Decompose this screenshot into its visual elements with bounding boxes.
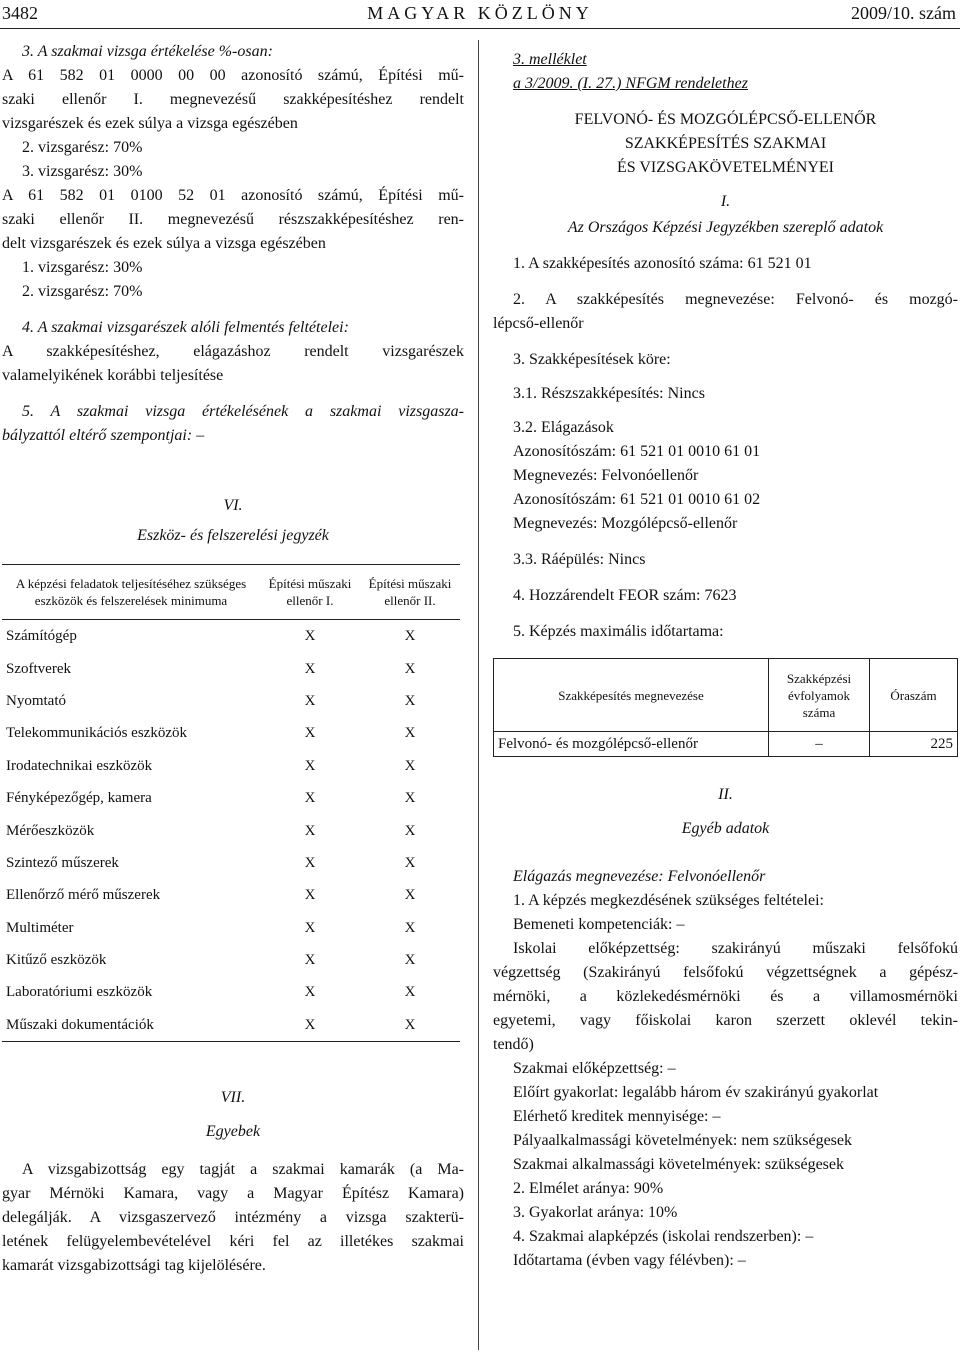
equipment-mark: X	[304, 887, 316, 904]
left-column	[2, 40, 464, 1278]
school-line: végzettség (Szakirányú felsőfokú végzettségnek a gépész-	[493, 964, 958, 981]
s3-item: 2. vizsgarész: 70%	[22, 283, 143, 300]
vii-line: kamarát vizsgabizottsági tag kijelölésére.	[2, 1257, 266, 1275]
item-3: 3. Szakképesítések köre:	[513, 351, 671, 368]
equipment-name: Nyomtató	[6, 692, 66, 709]
equipment-name: Mérőeszközök	[6, 822, 95, 839]
equipment-mark: X	[304, 984, 316, 1001]
item-1: 1. A szakképesítés azonosító száma: 61 521 01	[513, 255, 812, 272]
equipment-mark: X	[304, 757, 316, 774]
requirement-line: Előírt gyakorlat: legalább három év szakirányú gyakorlat	[513, 1084, 879, 1101]
table-row	[2, 1009, 460, 1042]
training-hours: 225	[870, 732, 958, 757]
table-row	[2, 685, 460, 717]
item-2-line: lépcső-ellenőr	[493, 315, 584, 332]
training-table-header	[494, 659, 958, 732]
vi-title: Eszköz- és felszerelési jegyzék	[137, 527, 329, 544]
equipment-name: Ellenőrző mérő műszerek	[6, 887, 161, 904]
item-5: 5. Képzés maximális időtartama:	[513, 623, 724, 640]
right-column	[493, 40, 958, 1273]
header-rule	[0, 28, 960, 29]
i-numeral: I.	[720, 193, 731, 210]
table-row	[2, 944, 460, 976]
entry-competencies: Bemeneti kompetenciák: –	[513, 916, 685, 933]
table-row	[2, 847, 460, 879]
equipment-mark: X	[304, 854, 316, 871]
equipment-header-main: A képzési feladatok teljesítéséhez szükséges eszközök és felszerelések minimuma	[15, 576, 247, 608]
s3-p1-line: A 61 582 01 0000 00 00 azonosító számú, Építési mű-	[2, 67, 464, 84]
table-row	[2, 976, 460, 1008]
training-name: Felvonó- és mozgólépcső-ellenőr	[494, 732, 769, 757]
item-3-2: 3.2. Elágazások	[513, 419, 614, 436]
equipment-mark: X	[404, 692, 416, 709]
school-line: Iskolai előképzettség: szakirányú műszaki felsőfokú	[513, 940, 958, 957]
equipment-mark: X	[304, 628, 316, 645]
s4-line: A szakképesítéshez, elágazáshoz rendelt vizsgarészek	[2, 343, 464, 360]
school-line: mérnöki, a közlekedésmérnöki és a villamosmérnöki	[493, 988, 958, 1005]
requirement-line: 3. Gyakorlat aránya: 10%	[513, 1204, 678, 1221]
equipment-mark: X	[404, 887, 416, 904]
vii-line: delegálják. A vizsgaszervező intézmény a vizsga szakterü-	[2, 1209, 464, 1227]
equipment-name: Számítógép	[6, 628, 77, 645]
school-line: egyetemi, vagy főiskolai karon szerzett oklevél tekin-	[493, 1012, 958, 1029]
equipment-mark: X	[304, 725, 316, 742]
item-3-2-line: Azonosítószám: 61 521 01 0010 61 01	[513, 443, 761, 460]
equipment-name: Telekommunikációs eszközök	[6, 725, 187, 742]
table-row	[2, 717, 460, 749]
equipment-mark: X	[304, 692, 316, 709]
item-2-line: 2. A szakképesítés megnevezése: Felvonó- és mozgó-	[513, 291, 958, 308]
page-number: 3482	[2, 3, 38, 23]
equipment-mark: X	[304, 822, 316, 839]
section-4-heading: 4. A szakmai vizsgarészek alóli felmentés feltételei:	[22, 319, 349, 336]
annex-title-line: ÉS VIZSGAKÖVETELMÉNYEI	[616, 159, 834, 176]
equipment-mark: X	[304, 790, 316, 807]
item-3-1: 3.1. Részszakképesítés: Nincs	[513, 385, 705, 402]
vii-numeral: VII.	[220, 1089, 246, 1107]
requirement-line: Időtartama (évben vagy félévben): –	[513, 1252, 746, 1269]
page-header	[0, 0, 960, 28]
issue-number: 2009/10. szám	[851, 3, 956, 23]
training-table	[493, 658, 958, 757]
equipment-mark: X	[404, 1016, 416, 1033]
journal-title: MAGYAR KÖZLÖNY	[367, 3, 593, 23]
equipment-header-col2: Építési műszaki ellenőr II.	[368, 576, 452, 608]
equipment-mark: X	[404, 725, 416, 742]
table-row	[2, 652, 460, 684]
item-3-2-line: Megnevezés: Mozgólépcső-ellenőr	[513, 515, 738, 532]
equipment-mark: X	[404, 790, 416, 807]
training-header-hours: Óraszám	[870, 659, 958, 732]
s3-p1-line: szaki ellenőr I. megnevezésű szakképesítéshez rendelt	[2, 91, 464, 108]
equipment-mark: X	[404, 628, 416, 645]
table-row	[494, 732, 958, 757]
training-years: –	[769, 732, 870, 757]
equipment-name: Kitűző eszközök	[6, 952, 107, 969]
equipment-mark: X	[304, 1016, 316, 1033]
requirement-line: Szakmai alkalmassági követelmények: szükségesek	[513, 1156, 845, 1173]
equipment-mark: X	[404, 984, 416, 1001]
ii-title: Egyéb adatok	[681, 820, 770, 837]
annex-title-line: FELVONÓ- ÉS MOZGÓLÉPCSŐ-ELLENŐR	[574, 111, 877, 128]
equipment-name: Szoftverek	[6, 660, 71, 677]
equipment-mark: X	[304, 660, 316, 677]
branch-heading: Elágazás megnevezése: Felvonóellenőr	[513, 868, 766, 885]
vii-line: A vizsgabizottság egy tagját a szakmai kamarák (a Ma-	[22, 1161, 464, 1179]
item-3-2-line: Azonosítószám: 61 521 01 0010 61 02	[513, 491, 761, 508]
equipment-name: Fényképezőgép, kamera	[6, 790, 152, 807]
requirement-line: Szakmai előképzettség: –	[513, 1060, 676, 1077]
equipment-table-header	[2, 565, 460, 620]
s3-p1-line: vizsgarészek és ezek súlya a vizsga egészében	[2, 115, 298, 132]
school-line: tendő)	[493, 1036, 534, 1053]
table-row	[2, 879, 460, 911]
s3-p2-line: szaki ellenőr II. megnevezésű részszakképesítéshez ren-	[2, 211, 464, 228]
annex-number: 3. melléklet	[513, 51, 587, 68]
equipment-name: Multiméter	[6, 919, 74, 936]
requirement-line: Elérhető kreditek mennyisége: –	[513, 1108, 721, 1125]
s3-p2-line: A 61 582 01 0100 52 01 azonosító számú, Építési mű-	[2, 187, 464, 204]
s3-item: 3. vizsgarész: 30%	[22, 163, 143, 180]
item-3-3: 3.3. Ráépülés: Nincs	[513, 551, 646, 568]
section-5-line: bályzattól eltérő szempontjai: –	[2, 427, 205, 444]
s3-item: 2. vizsgarész: 70%	[22, 139, 143, 156]
equipment-mark: X	[404, 919, 416, 936]
vii-line: gyar Mérnöki Kamara, vagy a Magyar Építész Kamara)	[2, 1185, 464, 1203]
table-row	[2, 782, 460, 814]
item-4: 4. Hozzárendelt FEOR szám: 7623	[513, 587, 737, 604]
ii-numeral: II.	[718, 786, 733, 803]
equipment-name: Irodatechnikai eszközök	[6, 757, 153, 774]
equipment-mark: X	[404, 952, 416, 969]
s4-line: valamelyikének korábbi teljesítése	[2, 367, 224, 384]
entry-heading: 1. A képzés megkezdésének szükséges feltételei:	[513, 892, 824, 909]
requirement-line: 2. Elmélet aránya: 90%	[513, 1180, 664, 1197]
equipment-mark: X	[404, 854, 416, 871]
equipment-header-col1: Építési műszaki ellenőr I.	[268, 576, 352, 608]
requirement-line: 4. Szakmai alapképzés (iskolai rendszerben): –	[513, 1228, 814, 1245]
equipment-mark: X	[404, 660, 416, 677]
equipment-mark: X	[304, 919, 316, 936]
requirement-line: Pályaalkalmassági követelmények: nem szükségesek	[513, 1132, 853, 1149]
equipment-mark: X	[304, 952, 316, 969]
equipment-mark: X	[404, 822, 416, 839]
equipment-mark: X	[404, 757, 416, 774]
vii-title: Egyebek	[205, 1123, 261, 1141]
vi-numeral: VI.	[223, 497, 243, 514]
equipment-name: Laboratóriumi eszközök	[6, 984, 153, 1001]
item-3-2-line: Megnevezés: Felvonóellenőr	[513, 467, 699, 484]
column-divider	[478, 40, 479, 1350]
table-row	[2, 912, 460, 944]
table-row	[2, 814, 460, 846]
equipment-name: Műszaki dokumentációk	[6, 1016, 154, 1033]
s3-p2-line: delt vizsgarészek és ezek súlya a vizsga egészében	[2, 235, 326, 252]
section-5-line: 5. A szakmai vizsga értékelésének a szakmai vizsgasza-	[22, 403, 464, 420]
equipment-table	[2, 564, 460, 1042]
vii-line: letének felügyelembevételével kéri fel az illetékes szakmai	[2, 1233, 464, 1251]
s3-item: 1. vizsgarész: 30%	[22, 259, 143, 276]
annex-title-line: SZAKKÉPESÍTÉS SZAKMAI	[624, 135, 827, 152]
equipment-name: Szintező műszerek	[6, 854, 119, 871]
section-3-heading: 3. A szakmai vizsga értékelése %-osan:	[22, 43, 273, 60]
table-row	[2, 620, 460, 653]
training-header-years: Szakképzési évfolyamok száma	[769, 659, 870, 732]
i-title: Az Országos Képzési Jegyzékben szereplő adatok	[567, 219, 884, 236]
training-header-name: Szakképesítés megnevezése	[494, 659, 769, 732]
table-row	[2, 750, 460, 782]
annex-reference: a 3/2009. (I. 27.) NFGM rendelethez	[513, 75, 748, 92]
